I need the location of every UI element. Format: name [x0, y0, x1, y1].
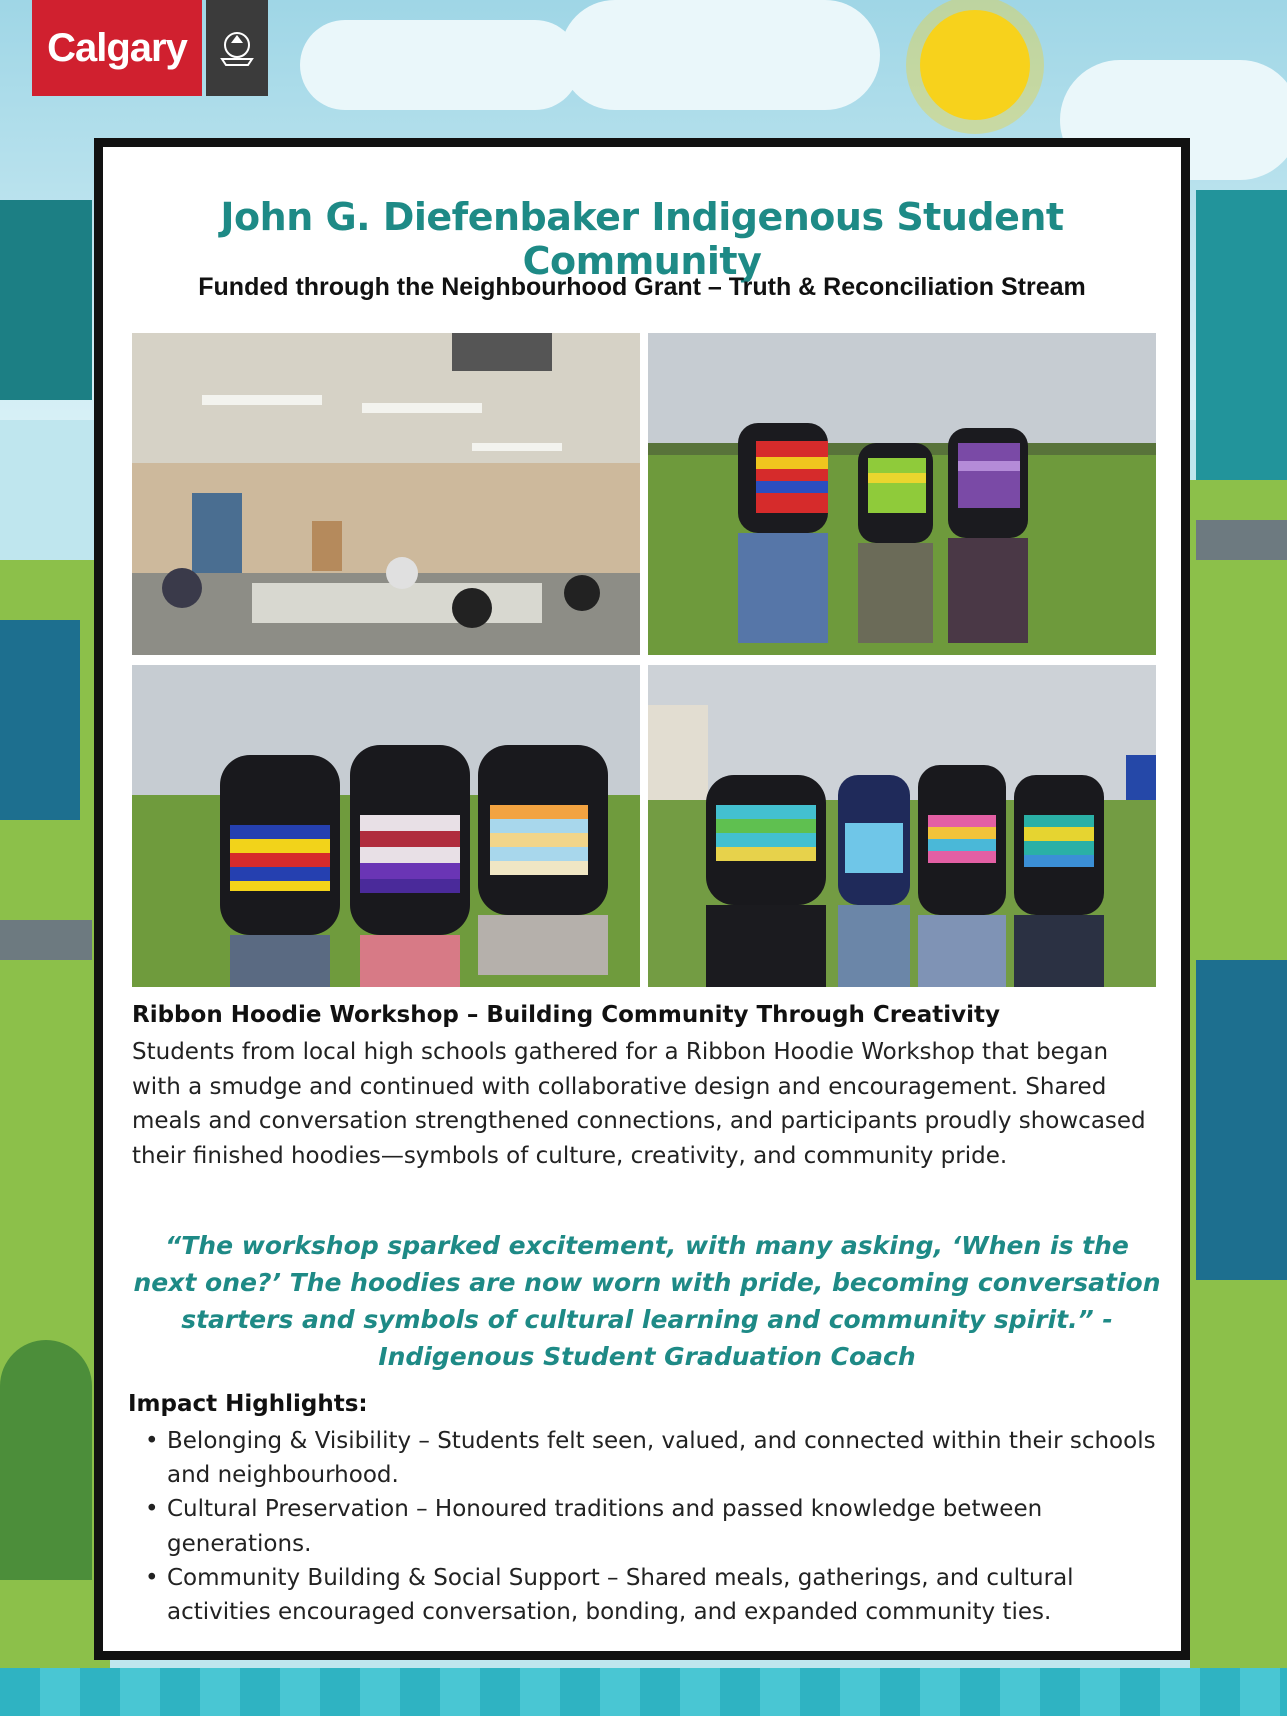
city-logo — [32, 0, 268, 96]
article-body: Students from local high schools gathered for a Ribbon Hoodie Workshop that began with a smudge and continued with collaborative design and encouragement. Shared meals and conversation strengthened connections, and participants proudly showcased their finished hoodies—symbols of culture, creativity, and community pride. — [132, 1039, 1146, 1169]
sun-icon — [920, 10, 1030, 120]
photo-workshop-classroom — [132, 333, 640, 655]
list-item: • Belonging & Visibility – Students felt seen, valued, and connected within their schools and neighbourhood. — [143, 1424, 1163, 1492]
impact-heading: Impact Highlights: — [128, 1391, 368, 1417]
impact-list — [143, 1424, 1163, 1629]
crest-icon — [206, 0, 268, 96]
photo-three-students-field — [648, 333, 1156, 655]
list-item: • Community Building & Social Support – Shared meals, gatherings, and cultural activities encouraged conversation, bonding, and expanded community ties. — [143, 1561, 1163, 1629]
photo-three-hoodies-back — [132, 665, 640, 987]
page-subtitle: Funded through the Neighbourhood Grant – Truth & Reconciliation Stream — [198, 273, 1086, 301]
testimonial-quote: “The workshop sparked excitement, with many asking, ‘When is the next one?’ The hoodies are now worn with pride, becoming conversation starters and symbols of cultural learning and community spirit.” - Indigenous Student Graduation Coach — [133, 1231, 1161, 1371]
poster-card — [94, 138, 1190, 1660]
page-title: John G. Diefenbaker Indigenous Student Community — [220, 195, 1064, 283]
logo-wordmark: Calgary — [32, 0, 202, 96]
photo-four-hoodies-back — [648, 665, 1156, 987]
article-heading: Ribbon Hoodie Workshop – Building Community Through Creativity — [132, 1002, 1000, 1028]
list-item: • Cultural Preservation – Honoured traditions and passed knowledge between generations. — [143, 1492, 1163, 1560]
